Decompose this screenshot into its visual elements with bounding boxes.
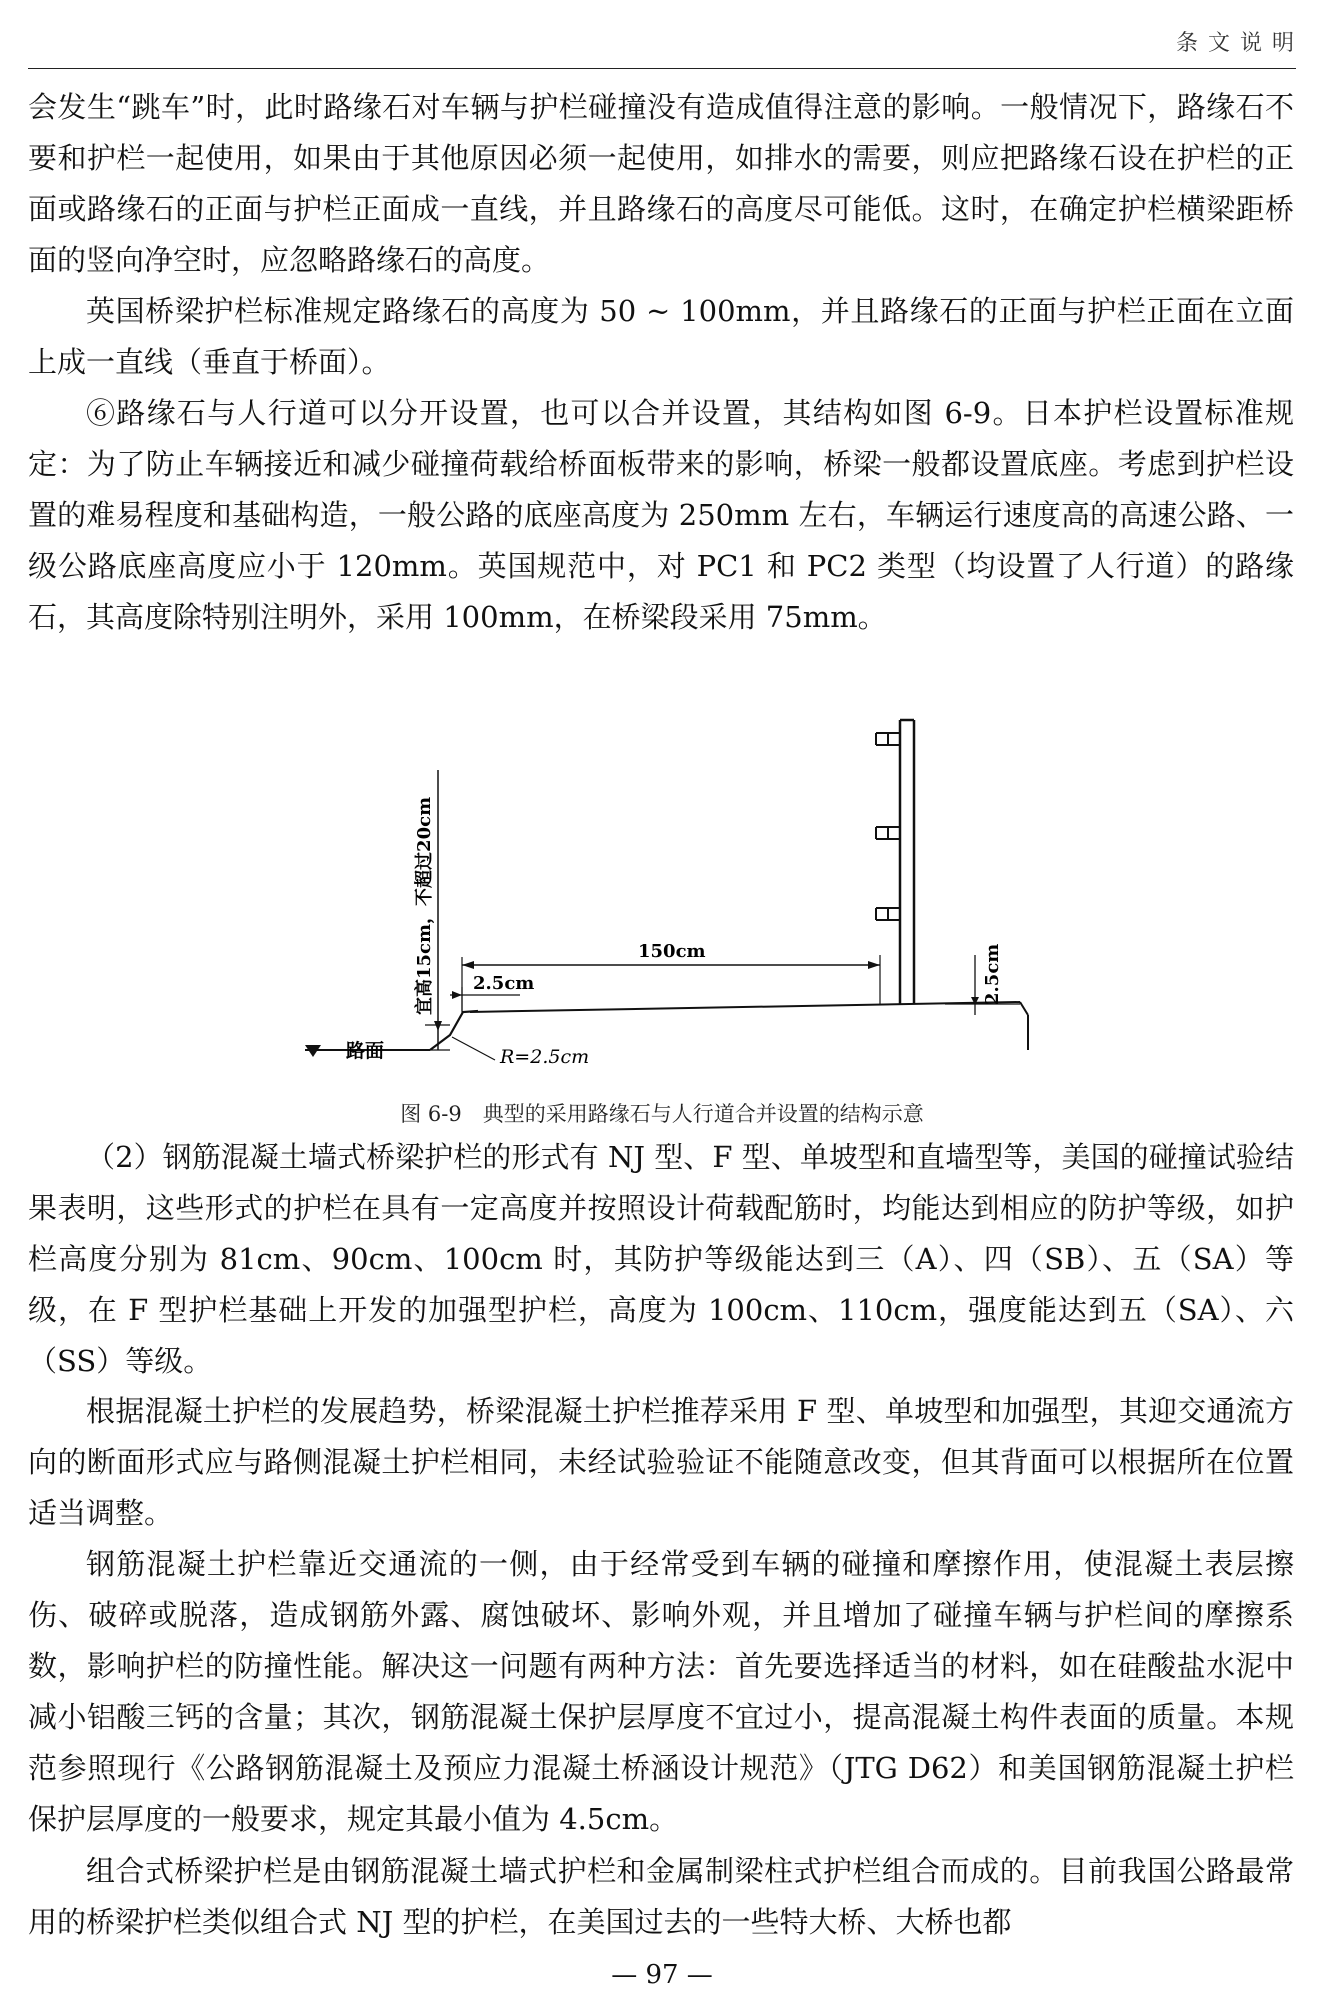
paragraph-7: 组合式桥梁护栏是由钢筋混凝土墙式护栏和金属制梁柱式护栏组合而成的。目前我国公路最常用的桥梁护栏类似组合式 NJ 型的护栏，在美国过去的一些特大桥、大桥也都 [28,1854,1294,1939]
road-surface-label: 路面 [346,1040,385,1062]
paragraph-1: 会发生“跳车”时，此时路缘石对车辆与护栏碰撞没有造成值得注意的影响。一般情况下，路缘石不要和护栏一起使用，如果由于其他原因必须一起使用，如排水的需要，则应把路缘石设在护栏的正面或路缘石的正面与护栏正面成一直线，并且路缘石的高度尽可能低。这时，在确定护栏横梁距桥面的竖向净空时，应忽略路缘石的高度。 [28,90,1294,277]
figure-caption: 图 6-9 典型的采用路缘石与人行道合并设置的结构示意 [400,1102,924,1126]
walkway-width-label: 150cm [638,941,706,962]
paragraph-5: 根据混凝土护栏的发展趋势，桥梁混凝土护栏推荐采用 F 型、单坡型和加强型，其迎交通流方向的断面形式应与路侧混凝土护栏相同，未经试验验证不能随意改变，但其背面可以根据所在位置适当调整。 [28,1394,1294,1530]
radius-label: R=2.5cm [500,1046,590,1068]
curb-height-label: 宜高15cm，不超过20cm [414,796,435,1015]
paragraph-2: 英国桥梁护栏标准规定路缘石的高度为 50 ~ 100mm，并且路缘石的正面与护栏正面在立面上成一直线（垂直于桥面）。 [28,294,1294,379]
header-title: 条文说明 [1175,31,1304,56]
right-height-label: 2.5cm [982,943,1003,1005]
curb-offset-label: 2.5cm [473,973,535,994]
figure-6-9-diagram [300,715,1035,1078]
paragraph-6: 钢筋混凝土护栏靠近交通流的一侧，由于经常受到车辆的碰撞和摩擦作用，使混凝土表层擦伤、破碎或脱落，造成钢筋外露、腐蚀破坏、影响外观，并且增加了碰撞车辆与护栏间的摩擦系数，影响护栏的防撞性能。解决这一问题有两种方法：首先要选择适当的材料，如在硅酸盐水泥中减小铝酸三钙的含量；其次，钢筋混凝土保护层厚度不宜过小，提高混凝土构件表面的质量。本规范参照现行《公路钢筋混凝土及预应力混凝土桥涵设计规范》（JTG D62）和美国钢筋混凝土护栏保护层厚度的一般要求，规定其最小值为 4.5cm。 [28,1547,1294,1836]
paragraph-4: （2）钢筋混凝土墙式桥梁护栏的形式有 NJ 型、F 型、单坡型和直墙型等，美国的碰撞试验结果表明，这些形式的护栏在具有一定高度并按照设计荷载配筋时，均能达到相应的防护等级，如护栏高度分别为 81cm、90cm、100cm 时，其防护等级能达到三（A）、四（SB）、五（SA）等级，在 F 型护栏基础上开发的加强型护栏，高度为 100cm、110cm，强度能达到五（SA）、六（SS）等级。 [28,1140,1294,1378]
paragraph-3: ⑥路缘石与人行道可以分开设置，也可以合并设置，其结构如图 6-9。日本护栏设置标准规定：为了防止车辆接近和减少碰撞荷载给桥面板带来的影响，桥梁一般都设置底座。考虑到护栏设置的难易程度和基础构造，一般公路的底座高度为 250mm 左右，车辆运行速度高的高速公路、一级公路底座高度应小于 120mm。英国规范中，对 PC1 和 PC2 类型（均设置了人行道）的路缘石，其高度除特别注明外，采用 100mm，在桥梁段采用 75mm。 [28,396,1294,634]
header-rule [28,68,1296,69]
page-header [0,22,1324,66]
page-number: — 97 — [611,1960,713,1990]
